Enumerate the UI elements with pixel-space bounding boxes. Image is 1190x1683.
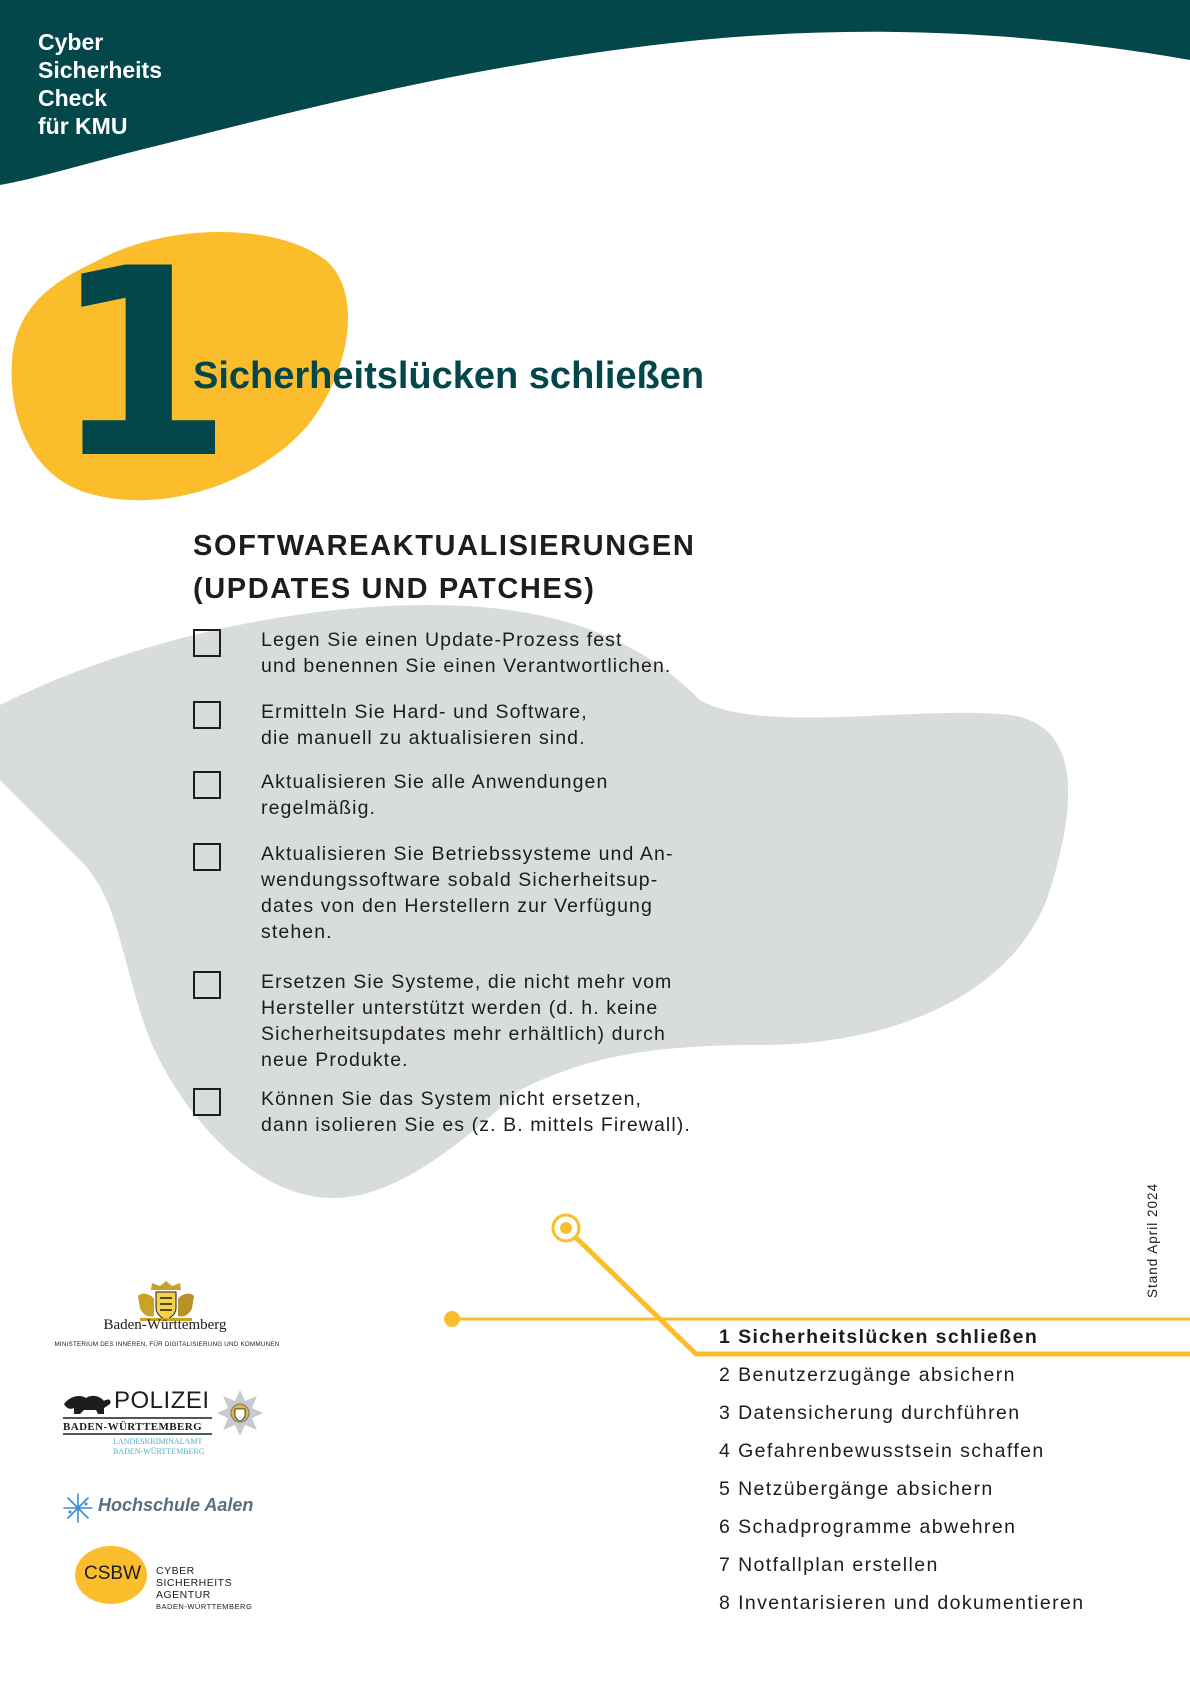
- csbw-logo-text: [156, 1565, 252, 1613]
- checklist-line: Aktualisieren Sie alle Anwendungen: [261, 771, 609, 793]
- checkbox[interactable]: [193, 843, 221, 871]
- brand-title: [38, 28, 162, 140]
- brand-line: Check: [38, 85, 108, 111]
- checklist-line: Können Sie das System nicht ersetzen,: [261, 1088, 643, 1110]
- checklist-line: neue Produkte.: [261, 1049, 409, 1071]
- checklist-item-text: [261, 769, 608, 821]
- toc-item: 4 Gefahrenbewusstsein schaffen: [719, 1440, 1045, 1462]
- police-logo-lka: [113, 1437, 205, 1457]
- checklist-item-text: [261, 699, 588, 751]
- brand-line: Cyber: [38, 29, 104, 55]
- csbw-state: BADEN-WÜRTTEMBERG: [156, 1602, 253, 1611]
- police-star-icon: [217, 1390, 263, 1436]
- csbw-line: CYBER: [156, 1565, 195, 1577]
- bw-logo-name: Baden-Württemberg: [103, 1317, 227, 1333]
- checkbox[interactable]: [193, 771, 221, 799]
- checklist-item-text: [261, 841, 674, 945]
- chapter-number: 1: [52, 214, 227, 516]
- toc-item: 6 Schadprogramme abwehren: [719, 1516, 1017, 1538]
- section-heading-line: SOFTWAREAKTUALISIERUNGEN: [193, 530, 696, 562]
- checkbox[interactable]: [193, 971, 221, 999]
- checklist-line: regelmäßig.: [261, 797, 377, 819]
- csbw-line: SICHERHEITS: [156, 1577, 233, 1589]
- hochschule-spark-icon: [64, 1494, 92, 1522]
- bw-coat-of-arms-icon: [138, 1281, 194, 1321]
- toc-item: 3 Datensicherung durchführen: [719, 1402, 1021, 1424]
- checklist-line: dann isolieren Sie es (z. B. mittels Firewall).: [261, 1114, 691, 1136]
- header-wave: [0, 0, 1190, 185]
- chapter-title: Sicherheitslücken schließen: [193, 355, 705, 397]
- stand-date: Stand April 2024: [1145, 1182, 1160, 1298]
- checklist-line: wendungssoftware sobald Sicherheitsup-: [261, 869, 659, 891]
- checkbox[interactable]: [193, 701, 221, 729]
- checklist-line: Hersteller unterstützt werden (d. h. keine: [261, 997, 659, 1019]
- checklist-line: stehen.: [261, 921, 333, 943]
- timeline-ring-inner: [560, 1222, 572, 1234]
- toc-item: 7 Notfallplan erstellen: [719, 1554, 939, 1576]
- police-lion-icon: [64, 1396, 111, 1414]
- checklist-line: Sicherheitsupdates mehr erhältlich) durch: [261, 1023, 666, 1045]
- bw-logo-ministry: MINISTERIUM DES INNEREN, FÜR DIGITALISIERUNG UND KOMMUNEN: [54, 1341, 280, 1348]
- section-heading-line: (UPDATES UND PATCHES): [193, 573, 596, 605]
- csbw-line: AGENTUR: [156, 1589, 211, 1601]
- brand-line: Sicherheits: [38, 57, 162, 83]
- police-logo-state: BADEN-WÜRTTEMBERG: [63, 1421, 203, 1433]
- checklist-item-text: [261, 969, 672, 1073]
- checklist-line: Ermitteln Sie Hard- und Software,: [261, 701, 588, 723]
- checklist-item-text: [261, 1086, 691, 1138]
- hochschule-logo-text: Hochschule Aalen: [98, 1495, 254, 1515]
- checklist-line: Ersetzen Sie Systeme, die nicht mehr vom: [261, 971, 673, 993]
- checklist-line: dates von den Herstellern zur Verfügung: [261, 895, 653, 917]
- police-lka-line: LANDESKRIMINALAMT: [113, 1437, 203, 1446]
- checkbox[interactable]: [193, 1088, 221, 1116]
- checklist-item-text: [261, 627, 671, 679]
- checklist-line: und benennen Sie einen Verantwortlichen.: [261, 655, 672, 677]
- police-lka-line: BADEN-WÜRTTEMBERG: [113, 1447, 205, 1456]
- section-heading: [193, 525, 695, 611]
- police-logo-word: POLIZEI: [114, 1387, 210, 1414]
- toc-item: 5 Netzübergänge absichern: [719, 1478, 994, 1500]
- checklist-line: Aktualisieren Sie Betriebssysteme und An-: [261, 843, 674, 865]
- timeline-start-dot: [444, 1311, 460, 1327]
- checklist-line: Legen Sie einen Update-Prozess fest: [261, 629, 623, 651]
- csbw-logo-abbr: CSBW: [84, 1563, 141, 1584]
- toc-item: 2 Benutzerzugänge absichern: [719, 1364, 1016, 1386]
- checklist-line: die manuell zu aktualisieren sind.: [261, 727, 586, 749]
- chapter-toc: [719, 1325, 1085, 1629]
- toc-item-active: 1 Sicherheitslücken schließen: [719, 1326, 1039, 1348]
- brand-line: für KMU: [38, 113, 128, 139]
- toc-item: 8 Inventarisieren und dokumentieren: [719, 1592, 1085, 1614]
- checkbox[interactable]: [193, 629, 221, 657]
